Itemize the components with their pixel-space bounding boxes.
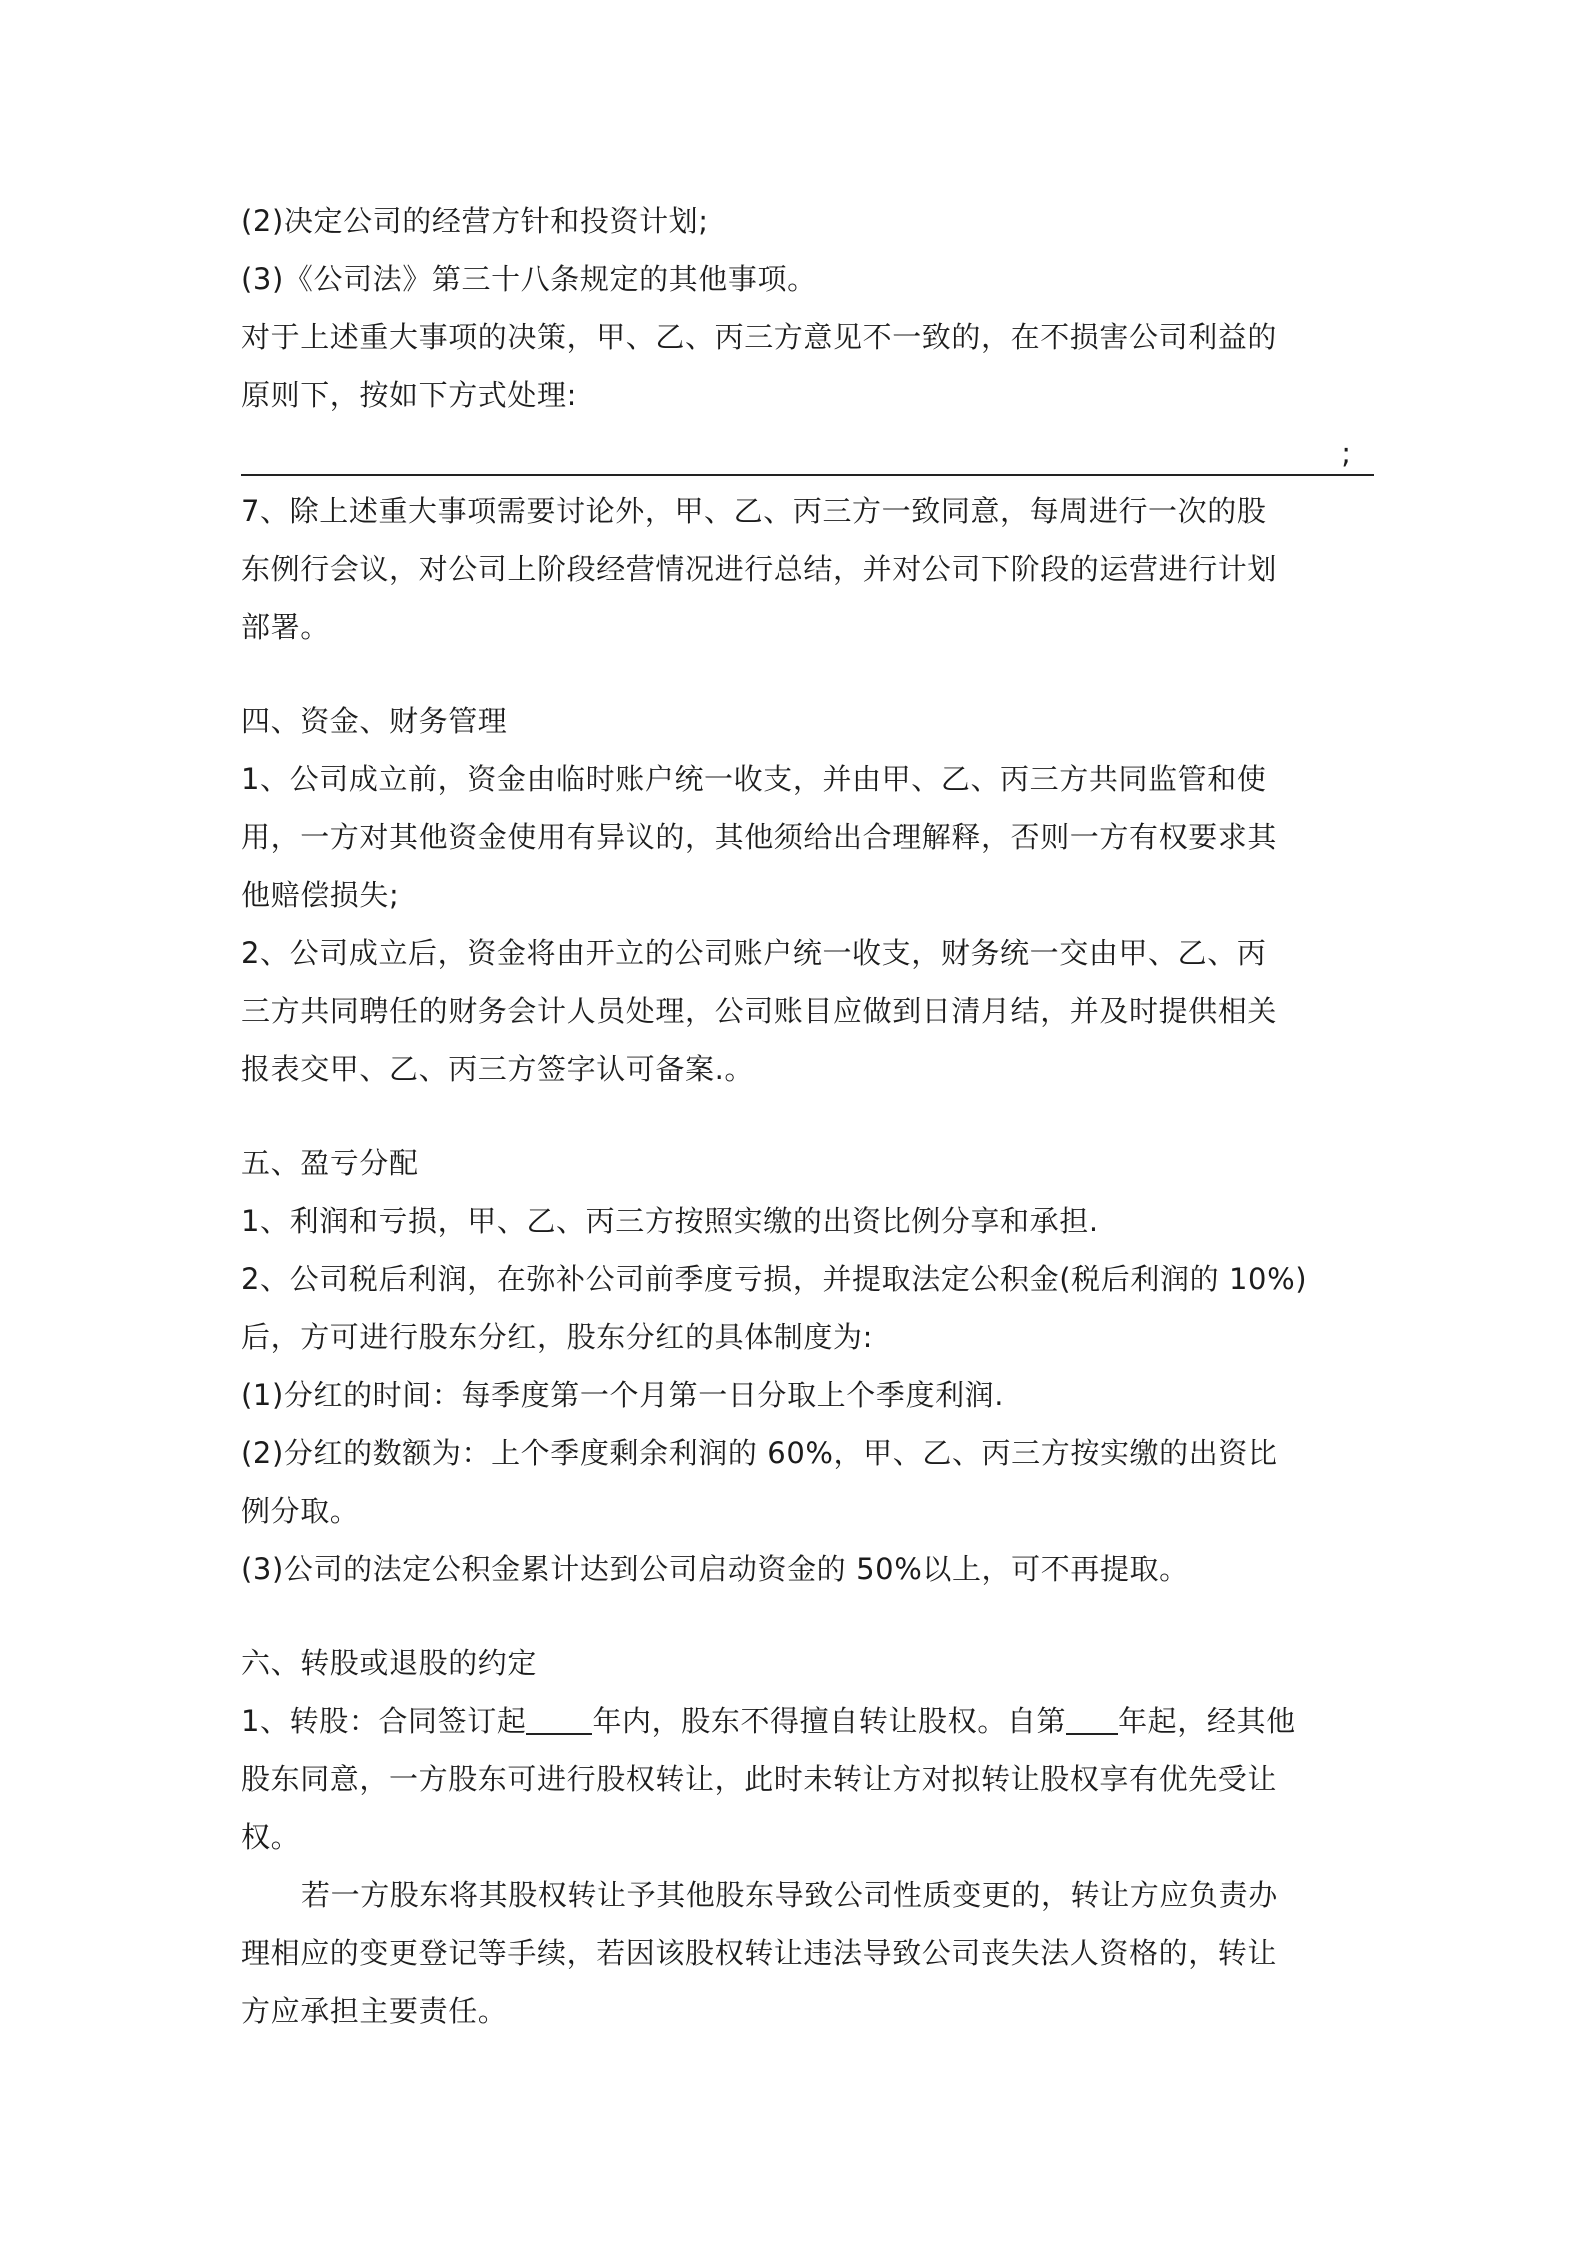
item-7-line: 东例行会议，对公司上阶段经营情况进行总结，并对公司下阶段的运营进行计划 <box>241 552 1278 586</box>
dividend-amount-line: (2)分红的数额为：上个季度剩余利润的 60%，甲、乙、丙三方按实缴的出资比 <box>241 1436 1278 1470</box>
dividend-time-line: (1)分红的时间：每季度第一个月第一日分取上个季度利润. <box>241 1378 1005 1412</box>
reserve-fund-line: (3)公司的法定公积金累计达到公司启动资金的 50%以上，可不再提取。 <box>241 1552 1189 1586</box>
dividend-amount-line: 例分取。 <box>241 1494 360 1528</box>
section-heading-4: 四、资金、财务管理 <box>241 704 508 738</box>
profit-item-2-line: 后，方可进行股东分红，股东分红的具体制度为: <box>241 1320 873 1354</box>
transfer-text-a: 1、转股：合同签订起 <box>241 1704 527 1738</box>
blank-underline <box>241 474 1374 476</box>
item-7-line: 7、除上述重大事项需要讨论外，甲、乙、丙三方一致同意，每周进行一次的股 <box>241 494 1267 528</box>
blank-semicolon: ; <box>1341 436 1351 470</box>
transfer-paragraph-line: 理相应的变更登记等手续，若因该股权转让违法导致公司丧失法人资格的，转让 <box>241 1936 1278 1970</box>
finance-item-2-line: 报表交甲、乙、丙三方签字认可备案.。 <box>241 1052 755 1086</box>
section-heading-5: 五、盈亏分配 <box>241 1146 419 1180</box>
clause-3-line: (3)《公司法》第三十八条规定的其他事项。 <box>241 262 817 296</box>
section-heading-6: 六、转股或退股的约定 <box>241 1646 538 1680</box>
transfer-item-1-line: 权。 <box>241 1820 301 1854</box>
transfer-paragraph-line: 方应承担主要责任。 <box>241 1994 508 2028</box>
transfer-item-1-line: 股东同意，一方股东可进行股权转让，此时未转让方对拟转让股权享有优先受让 <box>241 1762 1278 1796</box>
profit-item-1-line: 1、利润和亏损，甲、乙、丙三方按照实缴的出资比例分享和承担. <box>241 1204 1099 1238</box>
years-blank <box>526 1701 592 1735</box>
finance-item-2-line: 2、公司成立后，资金将由开立的公司账户统一收支，财务统一交由甲、乙、丙 <box>241 936 1267 970</box>
finance-item-1-line: 1、公司成立前，资金由临时账户统一收支，并由甲、乙、丙三方共同监管和使 <box>241 762 1267 796</box>
item-7-line: 部署。 <box>241 610 330 644</box>
transfer-paragraph-line: 若一方股东将其股权转让予其他股东导致公司性质变更的，转让方应负责办 <box>301 1878 1278 1912</box>
finance-item-2-line: 三方共同聘任的财务会计人员处理，公司账目应做到日清月结，并及时提供相关 <box>241 994 1278 1028</box>
transfer-text-c: 年起，经其他 <box>1118 1704 1296 1738</box>
transfer-text-b: 年内，股东不得擅自转让股权。自第 <box>592 1704 1067 1738</box>
document-body <box>241 192 1371 2040</box>
start-year-blank <box>1066 1701 1118 1735</box>
finance-item-1-line: 他赔偿损失; <box>241 878 400 912</box>
clause-2-line: (2)决定公司的经营方针和投资计划; <box>241 204 709 238</box>
fill-in-blank-row <box>241 424 1371 482</box>
paragraph-line: 对于上述重大事项的决策，甲、乙、丙三方意见不一致的，在不损害公司利益的 <box>241 320 1278 354</box>
finance-item-1-line: 用，一方对其他资金使用有异议的，其他须给出合理解释，否则一方有权要求其 <box>241 820 1278 854</box>
paragraph-line: 原则下，按如下方式处理: <box>241 378 577 412</box>
transfer-item-1-line <box>241 1692 1371 1750</box>
profit-item-2-line: 2、公司税后利润，在弥补公司前季度亏损，并提取法定公积金(税后利润的 10%) <box>241 1262 1308 1296</box>
